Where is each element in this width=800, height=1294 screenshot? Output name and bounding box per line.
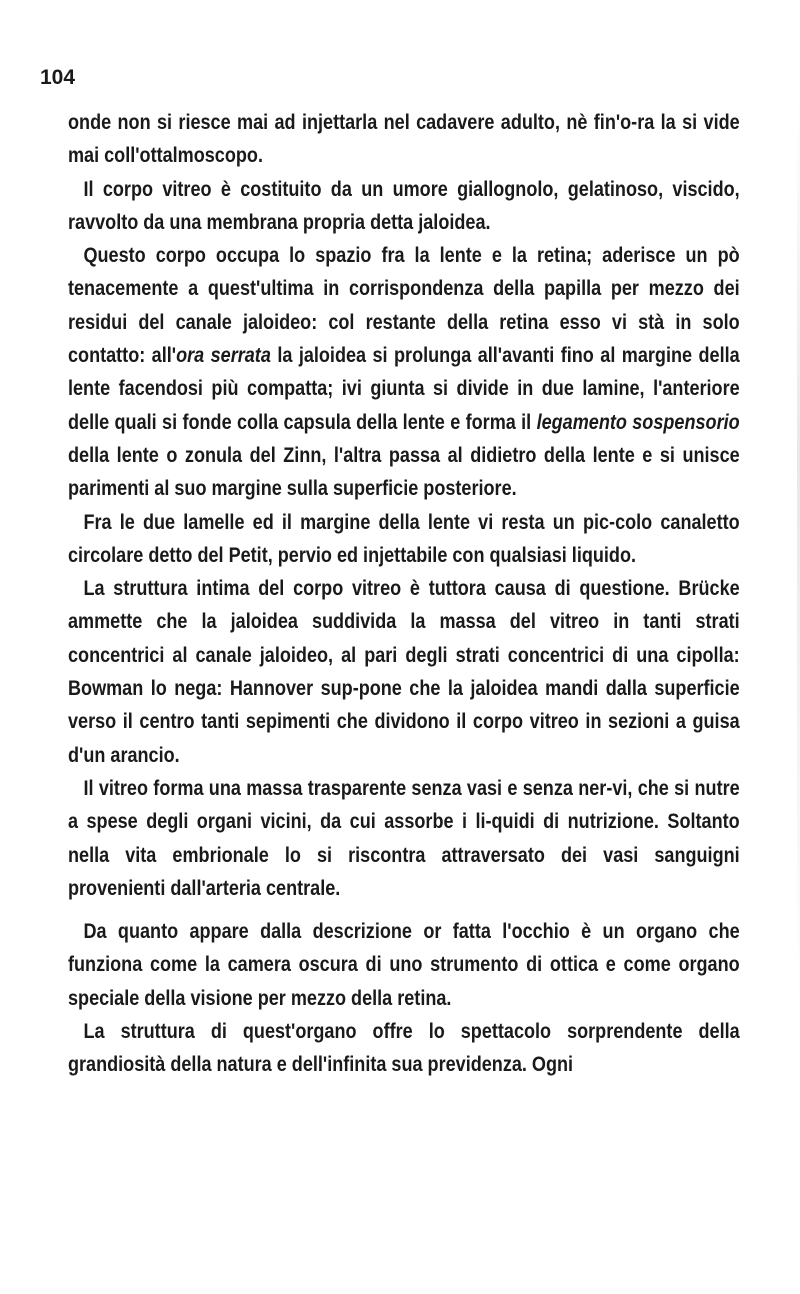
paragraph-5: La struttura intima del corpo vitreo è tuttora causa di questione. Brücke ammette che la jaloidea suddivida la massa del vitreo in tanti strati concentrici al canale jaloideo, al pari degli strati concentrici di una cipolla: Bowman lo nega: Hannover sup-pone che la jaloidea mandi dalla superficie verso il centro tanti sepimenti che dividono il corpo vitreo in sezioni a guisa d'un arancio. xyxy=(68,577,740,767)
page-number: 104 xyxy=(40,66,76,89)
paragraph-8: La struttura di quest'organo offre lo spettacolo sorprendente della grandiosità della natura e dell'infinita sua previdenza. Ogni xyxy=(68,1020,740,1077)
paragraph-3-text-e: della lente o zonula del Zinn, l'altra passa al didietro della lente e si unisce parimenti al suo margine sulla superficie posteriore. xyxy=(68,443,740,501)
paragraph-1: onde non si riesce mai ad injettarla nel cadavere adulto, nè fin'o-ra la si vide mai coll'ottalmoscopo. xyxy=(68,111,740,168)
paragraph-3-text-a: Questo corpo occupa lo spazio fra la lente e la retina; aderisce un pò tenacemente a quest'ultima in corrispondenza della papilla per mezzo dei residui del canale jaloideo: col restante della retina esso vi stà in solo contatto: all' xyxy=(68,244,740,368)
paragraph-3 xyxy=(68,239,740,505)
paragraph-4: Fra le due lamelle ed il margine della lente vi resta un pic-colo canaletto circolare detto del Petit, pervio ed injettabile con qualsiasi liquido. xyxy=(68,510,740,567)
paragraph-3-text-c: la jaloidea si prolunga all'avanti fino al margine della lente facendosi più compatta; ivi giunta si divide in due lamine, l'anteriore delle quali si fonde colla capsula della lente e forma il xyxy=(68,344,740,434)
paragraph-6: Il vitreo forma una massa trasparente senza vasi e senza ner-vi, che si nutre a spese degli organi vicini, da cui assorbe i li-quidi di nutrizione. Soltanto nella vita embrionale lo si riscontra attraversato dei vasi sanguigni provenienti dall'arteria centrale. xyxy=(68,776,740,900)
ora-serrata-term: ora serrata xyxy=(176,344,271,368)
legamento-sospensorio-term: legamento sospensorio xyxy=(536,410,740,434)
paragraph-7: Da quanto appare dalla descrizione or fatta l'occhio è un organo che funziona come la camera oscura di uno strumento di ottica e come organo speciale della visione per mezzo della retina. xyxy=(68,920,740,1010)
paragraph-2: Il corpo vitreo è costituito da un umore giallognolo, gelatinoso, viscido, ravvolto da una membrana propria detta jaloidea. xyxy=(68,177,740,234)
body-text xyxy=(68,106,740,1082)
